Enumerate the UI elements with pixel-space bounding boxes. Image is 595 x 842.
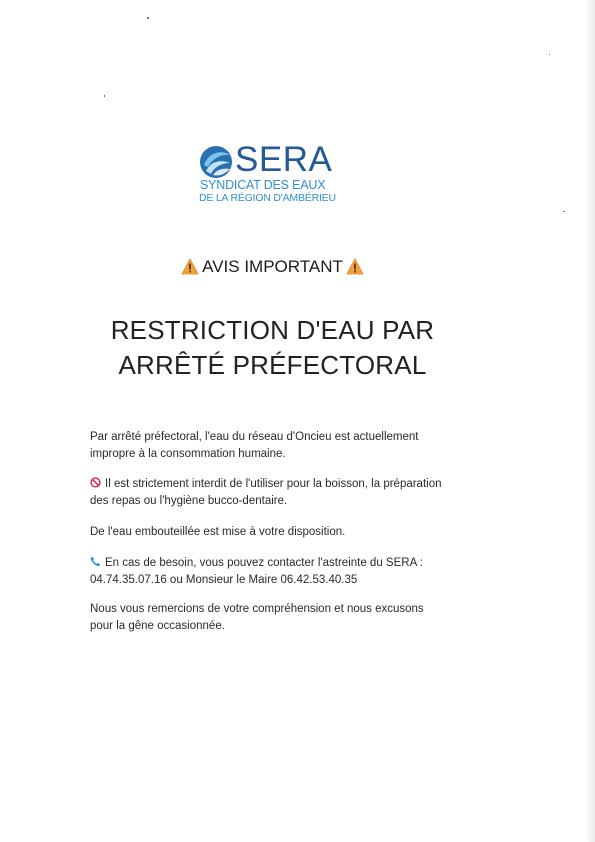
paragraph-line: 04.74.35.07.16 ou Monsieur le Maire 06.42.53.40.35 — [90, 574, 358, 586]
paragraph-line: pour la gêne occasionnée. — [90, 620, 225, 632]
paragraph-line: Il est strictement interdit de l'utiliser pour la boisson, la préparation — [105, 478, 442, 490]
scan-edge-shadow — [587, 0, 595, 842]
paragraph-bottled-water — [90, 524, 462, 541]
paragraph-thanks — [90, 601, 462, 635]
paragraph-prohibition — [90, 476, 462, 510]
warning-icon — [181, 258, 199, 275]
logo-subtitle-line2: DE LA RÉGION D'AMBÉRIEU — [199, 192, 336, 204]
sera-logo — [198, 140, 368, 205]
paragraph-restriction — [90, 429, 462, 463]
paragraph-line: Nous vous remercions de votre compréhension et nous excusons — [90, 603, 424, 615]
warning-icon — [346, 258, 364, 275]
important-notice-heading — [0, 256, 545, 278]
page-title — [0, 313, 545, 383]
phone-icon — [90, 556, 101, 567]
paragraph-line: En cas de besoin, vous pouvez contacter l'astreinte du SERA : — [105, 557, 423, 569]
paragraph-line: des repas ou l'hygiène bucco-dentaire. — [90, 495, 288, 507]
paragraph-line: Par arrêté préfectoral, l'eau du réseau d'Oncieu est actuellement — [90, 431, 419, 443]
logo-subtitle-line1: SYNDICAT DES EAUX — [200, 178, 326, 192]
scan-speck — [549, 54, 550, 55]
scan-speck — [563, 211, 565, 212]
paragraph-line: impropre à la consommation humaine. — [90, 448, 286, 460]
scan-speck — [147, 17, 149, 19]
water-drop-logo-icon — [199, 145, 233, 179]
prohibited-icon — [90, 477, 101, 488]
logo-name: SERA — [235, 140, 333, 179]
paragraph-contact — [90, 555, 462, 589]
paragraph-line: De l'eau embouteillée est mise à votre disposition. — [90, 526, 346, 538]
scan-speck — [104, 95, 105, 97]
title-line2: ARRÊTÉ PRÉFECTORAL — [118, 350, 427, 380]
notice-label: AVIS IMPORTANT — [202, 257, 343, 276]
title-line1: RESTRICTION D'EAU PAR — [110, 315, 435, 345]
